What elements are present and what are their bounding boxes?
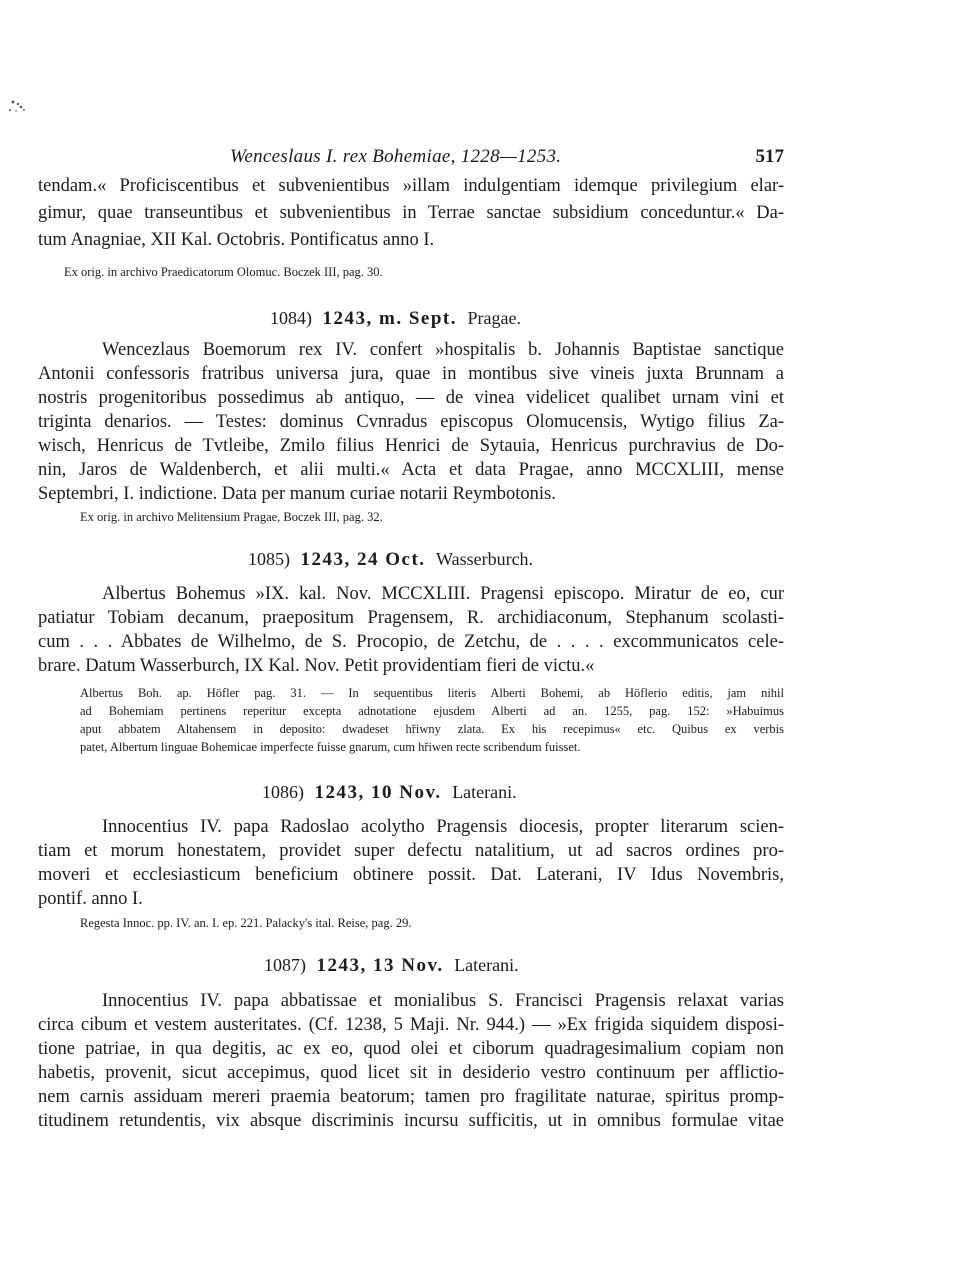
note-line: Albertus Boh. ap. Höfler pag. 31. — In sequentibus literis Alberti Bohemi, ab Höflerio editis, jam nihil: [80, 686, 784, 700]
document-date: 1243, 10 Nov.: [314, 782, 442, 803]
margin-ink-speck: [4, 96, 34, 118]
text-line: tiam et morum honestatem, providet super defectu natalitium, ut ad sacros ordines pro-: [38, 841, 784, 861]
text-line: brare. Datum Wasserburch, IX Kal. Nov. Petit providentiam fieri de victu.«: [38, 656, 595, 676]
source-citation: Ex orig. in archivo Praedicatorum Olomuc. Boczek III, pag. 30.: [64, 265, 383, 279]
document-heading: [262, 782, 517, 804]
text-line: gimur, quae transeuntibus et subvenientibus in Terrae sanctae subsidium conceduntur.« Da-: [38, 203, 784, 223]
document-heading: [270, 308, 521, 330]
document-number: 1085): [248, 549, 290, 569]
text-line: patiatur Tobiam decanum, praepositum Pragensem, R. archidiaconum, Stephanum scolasti-: [38, 608, 784, 628]
text-line: nostris progenitoribus possedimus ab antiquo, — de vinea videlicet qualibet urnam vini et: [38, 388, 784, 408]
document-date: 1243, m. Sept.: [322, 308, 457, 329]
document-place: Laterani.: [452, 782, 517, 802]
note-line: aput abbatem Altahensem in deposito: dwadeset hřiwny zlata. Ex his recepimus« etc. Quibus ex verbis: [80, 722, 784, 736]
text-line: titudinem retundentis, vix absque discriminis incursu sufficitis, ut in omnibus formulae vitae: [38, 1111, 784, 1131]
text-line: Innocentius IV. papa abbatissae et monialibus S. Francisci Pragensis relaxat varias: [102, 991, 784, 1011]
document-number: 1084): [270, 308, 312, 328]
page-number: 517: [755, 146, 784, 167]
document-place: Pragae.: [467, 308, 521, 328]
document-number: 1086): [262, 782, 304, 802]
book-page: [38, 0, 784, 1278]
text-line: Albertus Bohemus »IX. kal. Nov. MCCXLIII. Pragensi episcopo. Miratur de eo, cur: [102, 584, 784, 604]
document-number: 1087): [264, 955, 306, 975]
document-heading: [264, 955, 519, 977]
text-line: tum Anagniae, XII Kal. Octobris. Pontificatus anno I.: [38, 230, 435, 250]
document-place: Laterani.: [454, 955, 519, 975]
document-heading: [248, 549, 533, 571]
text-line: Wencezlaus Boemorum rex IV. confert »hospitalis b. Johannis Baptistae sanctique: [102, 340, 784, 360]
note-line: patet, Albertum linguae Bohemicae imperfecte fuisse gnarum, cum hřiwen recte scribendum fuisset.: [80, 740, 581, 754]
text-line: nin, Jaros de Waldenberch, et alii multi.« Acta et data Pragae, anno MCCXLIII, mense: [38, 460, 784, 480]
text-line: tendam.« Proficiscentibus et subvenientibus »illam indulgentiam idemque privilegium elar-: [38, 176, 784, 196]
text-line: Septembri, I. indictione. Data per manum curiae notarii Reymbotonis.: [38, 484, 556, 504]
document-date: 1243, 24 Oct.: [300, 549, 426, 570]
text-line: cum . . . Abbates de Wilhelmo, de S. Procopio, de Zetchu, de . . . . excommunicatos cele-: [38, 632, 784, 652]
running-title: Wenceslaus I. rex Bohemiae, 1228—1253.: [230, 146, 562, 167]
note-line: ad Bohemiam pertinens reperitur excepta adnotatione ejusdem Alberti ad an. 1255, pag. 152: »Habuimus: [80, 704, 784, 718]
text-line: moveri et ecclesiasticum beneficium obtinere possit. Dat. Laterani, IV Idus Novembris,: [38, 865, 784, 885]
source-citation: Ex orig. in archivo Melitensium Pragae, Boczek III, pag. 32.: [80, 510, 383, 524]
text-line: pontif. anno I.: [38, 889, 143, 909]
text-line: wisch, Henricus de Tvtleibe, Zmilo filius Henrici de Sytauia, Henricus purchravius de Do-: [38, 436, 784, 456]
text-line: circa cibum et vestem austeritates. (Cf. 1238, 5 Maji. Nr. 944.) — »Ex frigida siquidem disposi-: [38, 1015, 784, 1035]
text-line: nem carnis assiduam mereri praemia beatorum; tamen pro fragilitate naturae, spiritus promp-: [38, 1087, 784, 1107]
source-citation: Regesta Innoc. pp. IV. an. I. ep. 221. Palacky's ital. Reise, pag. 29.: [80, 916, 412, 930]
document-place: Wasserburch.: [436, 549, 534, 569]
text-line: habetis, provenit, sicut accepimus, quod licet sit in desiderio vestro continuum per afflictio-: [38, 1063, 784, 1083]
text-line: triginta denarios. — Testes: dominus Cvnradus episcopus Olomucensis, Wytigo filius Za-: [38, 412, 784, 432]
text-line: tione patriae, in qua degitis, ac ex eo, quod olei et ciborum quadragesimalium copiam non: [38, 1039, 784, 1059]
text-line: Innocentius IV. papa Radoslao acolytho Pragensis diocesis, propter literarum scien-: [102, 817, 784, 837]
document-date: 1243, 13 Nov.: [316, 955, 444, 976]
page-header: [38, 146, 784, 172]
text-line: Antonii confessoris fratribus universa jura, quae in montibus sive vineis juxta Brunnam a: [38, 364, 784, 384]
